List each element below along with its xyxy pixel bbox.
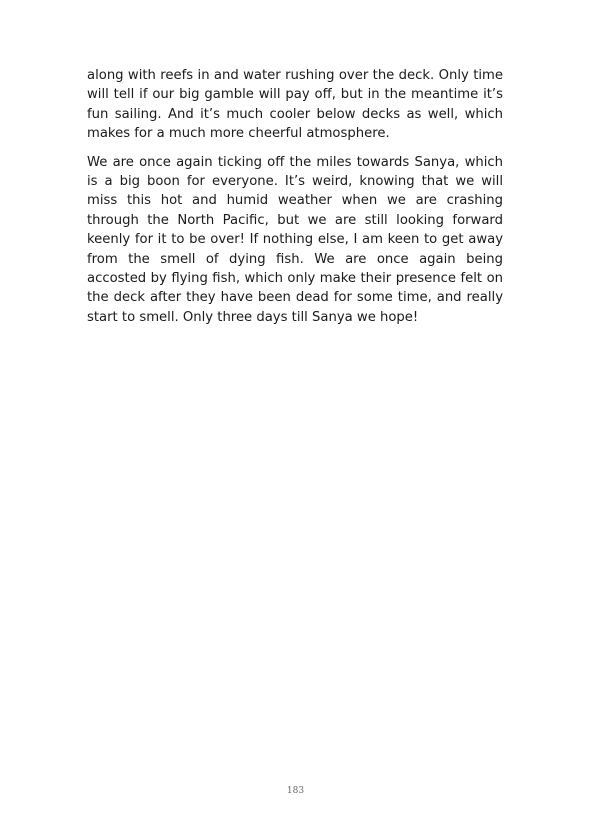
paragraph-2: We are once again ticking off the miles towards Sanya, which is a big boon for everyone. It’s weird, knowing that we will miss this hot and humid weather when we are crashing through the North Pacific, but we are still looking forward keenly for it to be over! If nothing else, I am keen to get away from the smell of dying fish. We are once again being accosted by flying fish, which only make their presence felt on the deck after they have been dead for some time, and really start to smell. Only three days till Sanya we hope! [87,154,503,325]
page-number: 183 [286,786,305,796]
paragraph-1: along with reefs in and water rushing over the deck. Only time will tell if our big gamble will pay off, but in the meantime it’s fun sailing. And it’s much cooler below decks as well, which makes for a much more cheerful atmosphere. [87,68,503,142]
body-text [87,66,503,336]
